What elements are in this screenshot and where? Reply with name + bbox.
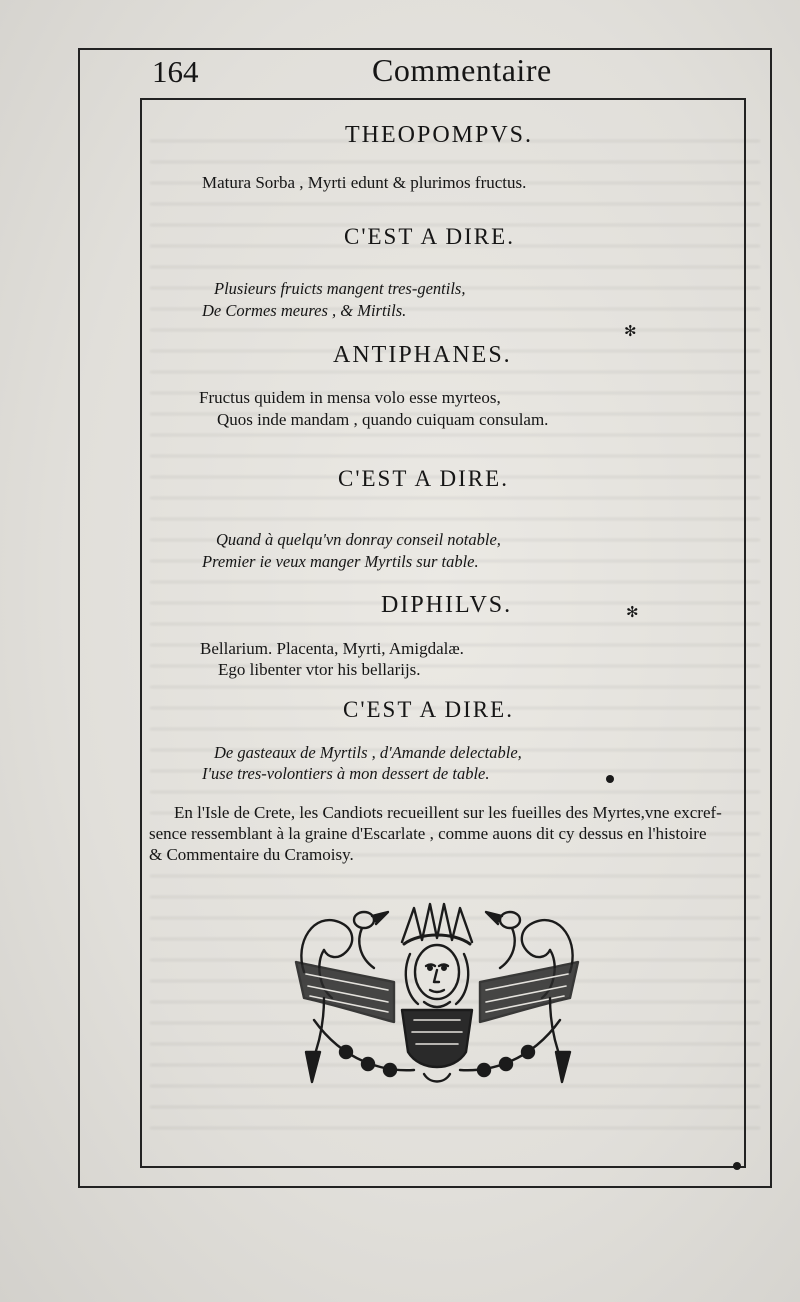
french-verse: De Cormes meures , & Mirtils. [202, 301, 407, 320]
french-verse: I'use tres-volontiers à mon dessert de table. [202, 764, 490, 783]
ink-dot [733, 1162, 741, 1170]
paragraph-line: & Commentaire du Cramoisy. [149, 845, 354, 864]
running-title: Commentaire [372, 52, 552, 88]
latin-verse: Fructus quidem in mensa volo esse myrteos, [199, 388, 501, 407]
asterisk-ornament: ✻ [624, 324, 637, 340]
paragraph-line: sence ressemblant à la graine d'Escarlate , comme auons dit cy dessus en l'histoire [149, 824, 707, 843]
ink-dot [606, 775, 614, 783]
paragraph-line: En l'Isle de Crete, les Candiots recueillent sur les fueilles des Myrtes,vne excref- [174, 803, 722, 822]
latin-verse: Bellarium. Placenta, Myrti, Amigdalæ. [200, 639, 464, 658]
translation-heading: C'EST A DIRE. [338, 466, 509, 491]
speaker-heading: ANTIPHANES. [333, 342, 512, 368]
speaker-heading: THEOPOMPVS. [345, 122, 534, 148]
latin-verse: Quos inde mandam , quando cuiquam consulam. [217, 410, 549, 429]
translation-heading: C'EST A DIRE. [344, 224, 515, 249]
french-verse: Quand à quelqu'vn donray conseil notable, [216, 530, 501, 549]
french-verse: Premier ie veux manger Myrtils sur table. [202, 552, 479, 571]
latin-verse: Ego libenter vtor his bellarijs. [218, 660, 421, 679]
speaker-heading: DIPHILVS. [381, 592, 513, 618]
french-verse: Plusieurs fruicts mangent tres-gentils, [214, 279, 466, 298]
translation-heading: C'EST A DIRE. [343, 697, 514, 722]
page-number: 164 [152, 54, 199, 89]
latin-verse: Matura Sorba , Myrti edunt & plurimos fructus. [202, 173, 527, 192]
woodcut-ornament-icon [284, 902, 590, 1090]
asterisk-ornament: ✻ [626, 605, 639, 621]
french-verse: De gasteaux de Myrtils , d'Amande delectable, [214, 743, 522, 762]
